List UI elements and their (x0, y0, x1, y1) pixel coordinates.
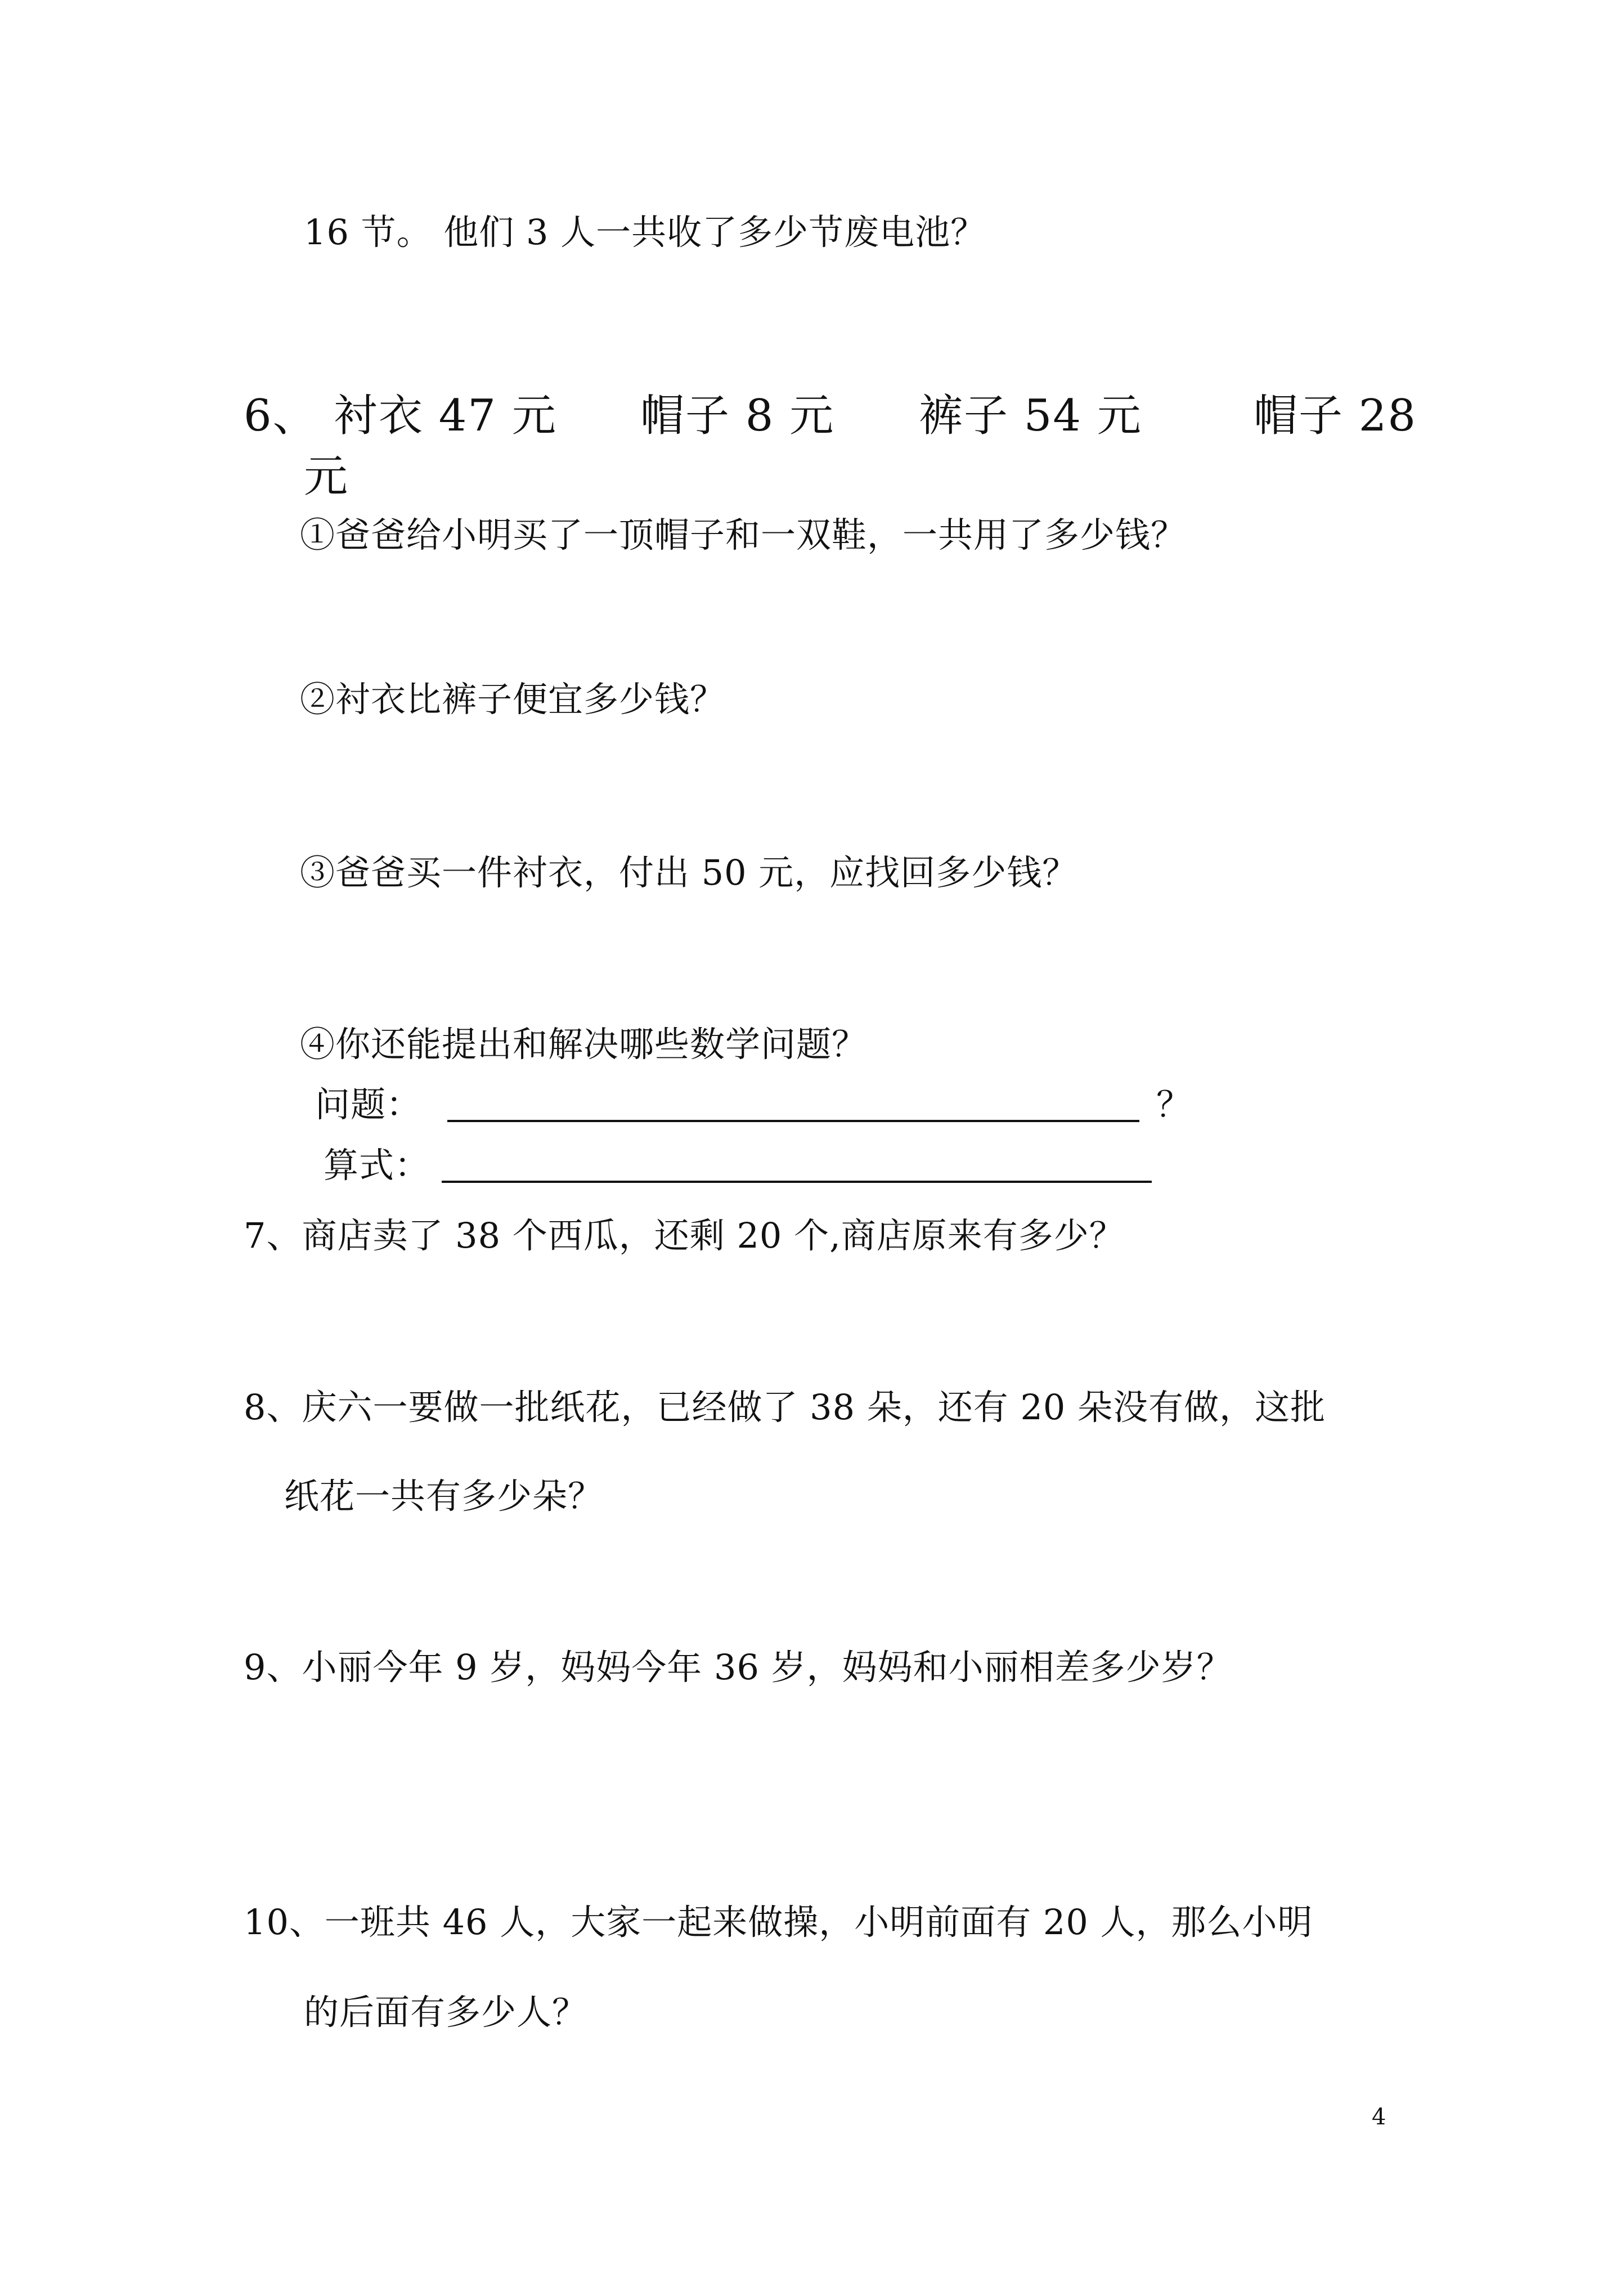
question-8-line-1: 8、庆六一要做一批纸花，已经做了 38 朵，还有 20 朵没有做，这批 (244, 1387, 1326, 1428)
formula-answer-line[interactable] (442, 1181, 1152, 1183)
question-label: 问题： (315, 1084, 422, 1125)
question-10-line-1: 10、一班共 46 人，大家一起来做操，小明前面有 20 人，那么小明 (244, 1902, 1313, 1943)
question-6-sub-4: ④你还能提出和解决哪些数学问题？ (300, 1024, 868, 1065)
page-number: 4 (1372, 2104, 1386, 2130)
question-mark: ？ (1156, 1084, 1192, 1125)
question-answer-line[interactable] (447, 1120, 1139, 1122)
question-6-number: 6、 (244, 391, 318, 441)
question-6-sub-1: ①爸爸给小明买了一顶帽子和一双鞋，一共用了多少钱？ (300, 514, 1187, 555)
question-10-line-2: 的后面有多少人？ (304, 1992, 588, 2033)
question-6-sub-2: ②衬衣比裤子便宜多少钱？ (300, 679, 726, 720)
question-6-sub-3: ③爸爸买一件衬衣，付出 50 元，应找回多少钱？ (300, 852, 1078, 893)
question-9: 9、小丽今年 9 岁，妈妈今年 36 岁，妈妈和小丽相差多少岁？ (244, 1647, 1232, 1688)
price-item-hat-2: 帽子 28 (1254, 391, 1417, 441)
price-item-hat: 帽子 8 元 (640, 391, 835, 441)
question-6-price-list (244, 391, 1481, 445)
price-item-pants: 裤子 54 元 (919, 391, 1142, 441)
question-7: 7、商店卖了 38 个西瓜，还剩 20 个,商店原来有多少？ (244, 1215, 1125, 1256)
price-item-hat-2-unit: 元 (304, 451, 349, 502)
question-8-line-2: 纸花一共有多少朵？ (284, 1476, 604, 1517)
formula-label: 算式： (324, 1145, 430, 1186)
price-item-shirt: 衬衣 47 元 (334, 391, 557, 441)
question-5-continuation: 16 节。 他们 3 人一共收了多少节废电池？ (304, 212, 986, 253)
